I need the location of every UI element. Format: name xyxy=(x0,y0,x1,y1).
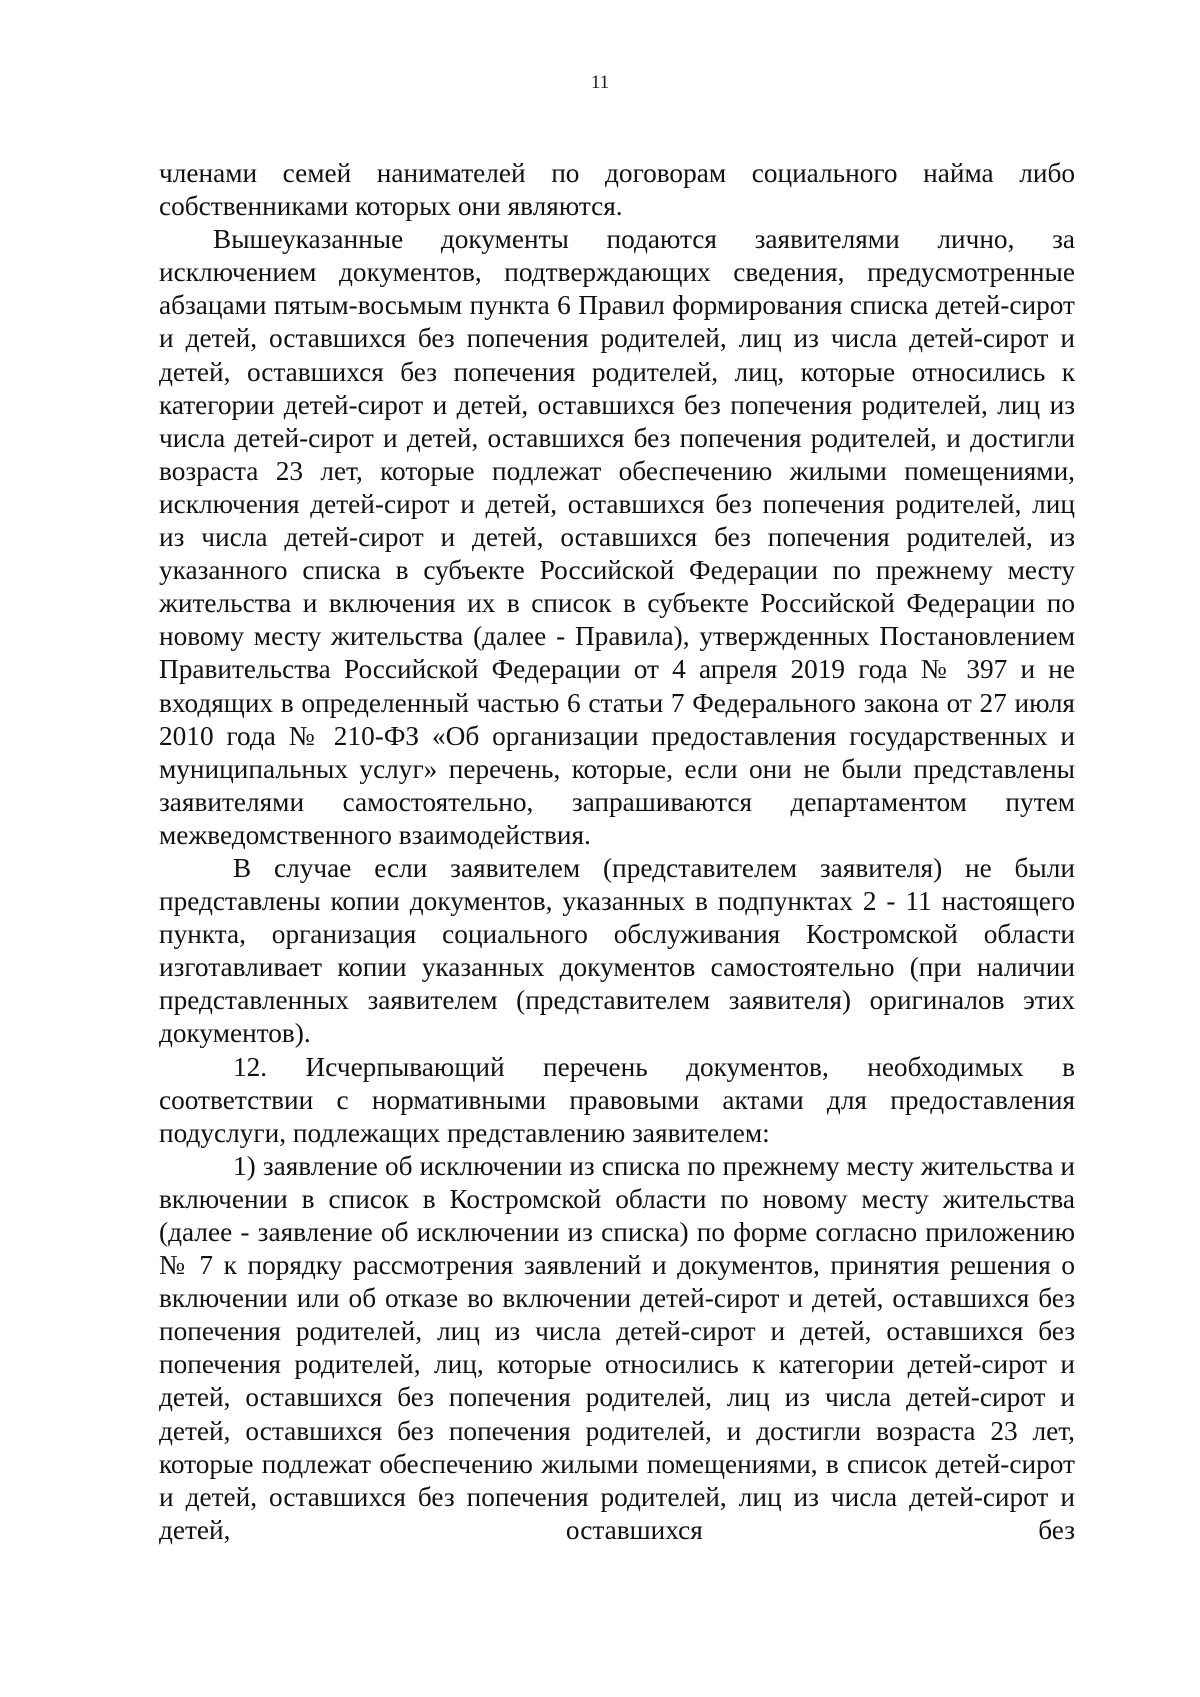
paragraph-continuation: членами семей нанимателей по договорам социального найма либо собственниками которых они являются. xyxy=(159,158,1075,222)
page-number: 11 xyxy=(590,72,610,93)
paragraph-subitem-1: 1) заявление об исключении из списка по прежнему месту жительства и включении в список в Костромской области по новому месту жительства (далее - заявление об исключении из списка) по форме согласно приложению № 7 к порядку рассмотрения заявлений и документов, принятия решения о включении или об отказе во включении детей-сирот и детей, оставшихся без попечения родителей, лиц из числа детей-сирот и детей, оставшихся без попечения родителей, лиц, которые относились к категории детей-сирот и детей, оставшихся без попечения родителей, лиц из числа детей-сирот и детей, оставшихся без попечения родителей, и достигли возраста 23 лет, которые подлежат обеспечению жилыми помещениями, в список детей-сирот и детей, оставшихся без попечения родителей, лиц из числа детей-сирот и детей, оставшихся без xyxy=(159,1150,1075,1545)
paragraph-item-12: 12. Исчерпывающий перечень документов, необходимых в соответствии с нормативными правовыми актами для предоставления подуслуги, подлежащих представлению заявителем: xyxy=(159,1051,1075,1148)
paragraph-document-copies: В случае если заявителем (представителем заявителя) не были представлены копии документов, указанных в подпунктах 2 - 11 настоящего пункта, организация социального обслуживания Костромской области изготавливает копии указанных документов самостоятельно (при наличии представленных заявителем (представителем заявителя) оригиналов этих документов). xyxy=(159,852,1075,1049)
paragraph-documents-submission: Вышеуказанные документы подаются заявителями лично, за исключением документов, подтверждающих сведения, предусмотренные абзацами пятым-восьмым пункта 6 Правил формирования списка детей-сирот и детей, оставшихся без попечения родителей, лиц из числа детей-сирот и детей, оставшихся без попечения родителей, лиц, которые относились к категории детей-сирот и детей, оставшихся без попечения родителей, лиц из числа детей-сирот и детей, оставшихся без попечения родителей, и достигли возраста 23 лет, которые подлежат обеспечению жилыми помещениями, исключения детей-сирот и детей, оставшихся без попечения родителей, лиц из числа детей-сирот и детей, оставшихся без попечения родителей, из указанного списка в субъекте Российской Федерации по прежнему месту жительства и включения их в список в субъекте Российской Федерации по новому месту жительства (далее - Правила), утвержденных Постановлением Правительства Российской Федерации от 4 апреля 2019 года № 397 и не входящих в определенный частью 6 статьи 7 Федерального закона от 27 июля 2010 года № 210-ФЗ «Об организации предоставления государственных и муниципальных услуг» перечень, которые, если они не были представлены заявителями самостоятельно, запрашиваются департаментом путем межведомственного взаимодействия. xyxy=(159,224,1075,850)
document-body xyxy=(159,157,1075,1547)
